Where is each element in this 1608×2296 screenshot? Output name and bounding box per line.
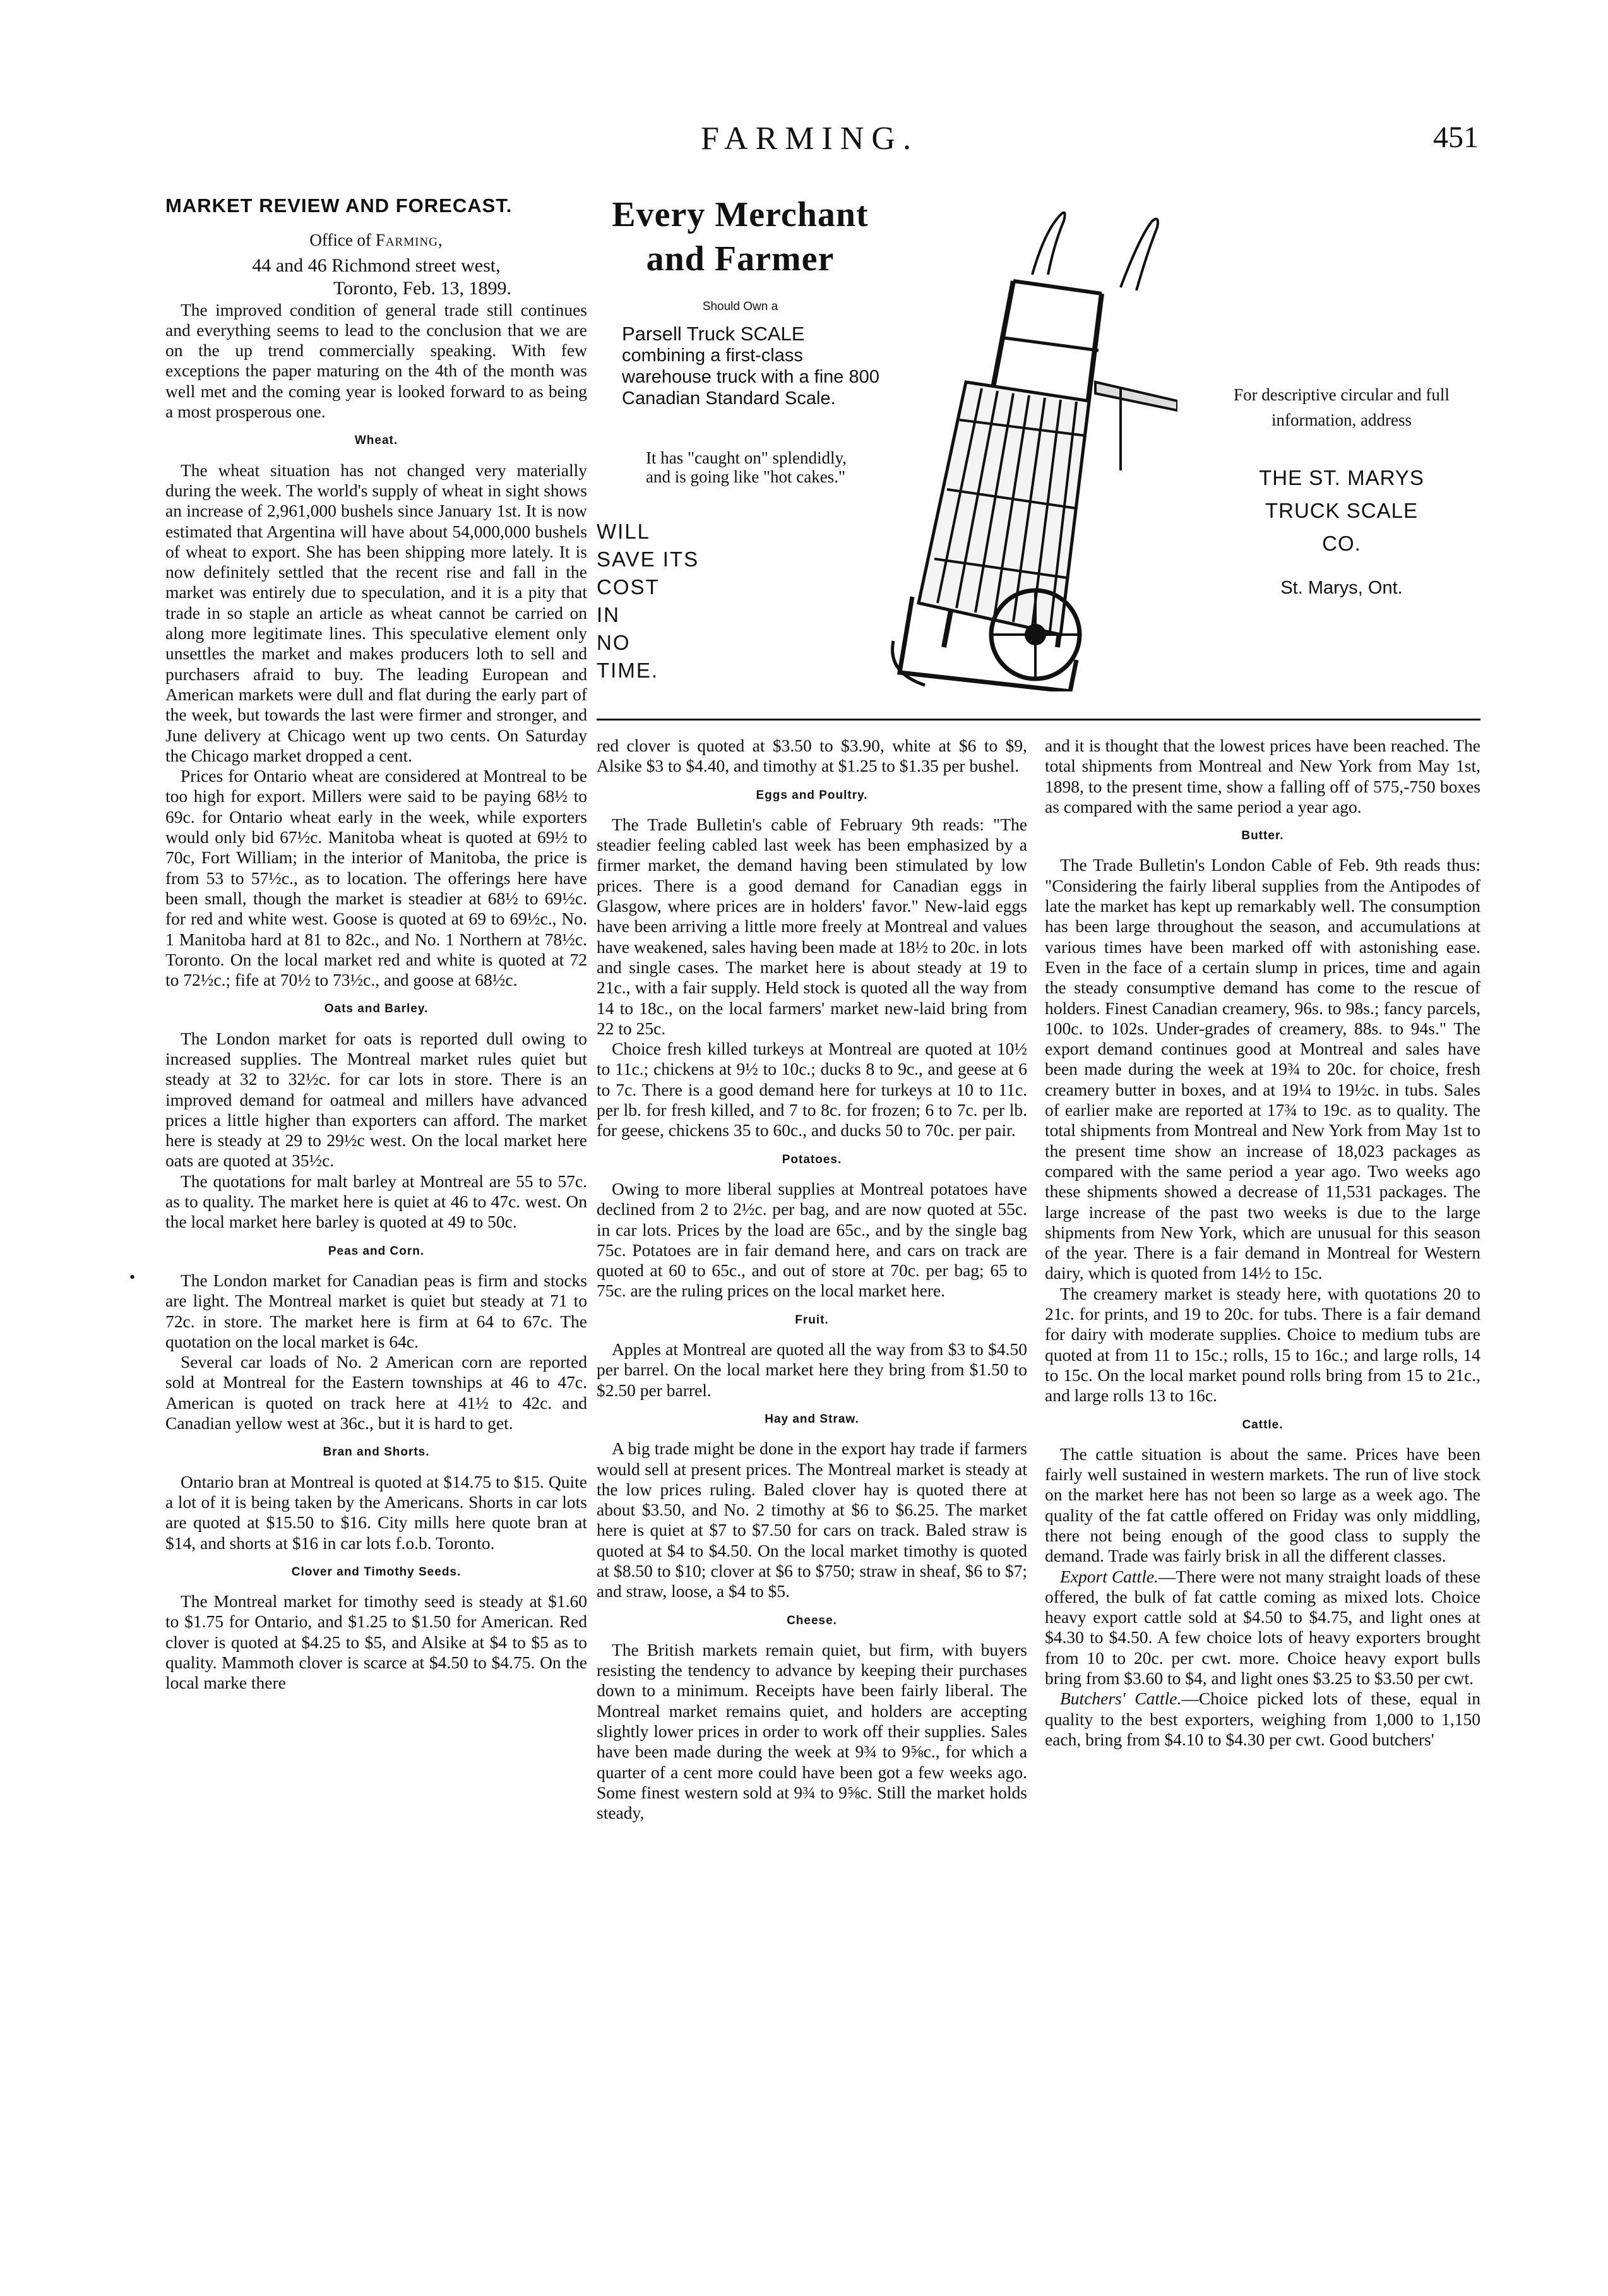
dateline: Toronto, Feb. 13, 1899.	[333, 277, 511, 299]
ad-title-line-2: and Farmer	[646, 239, 835, 278]
section-heading-clover: Clover and Timothy Seeds.	[291, 1565, 462, 1579]
bran-paragraph-1: Ontario bran at Montreal is quoted at $14.75 to $15. Quite a lot of it is being taken by the Americans. Shorts in car lots are quoted at $15.50 to $16. City mills here quote bran at $14, and shorts at $16 in car lots f.o.b. Toronto.	[165, 1471, 587, 1553]
section-heading-hay: Hay and Straw.	[765, 1412, 859, 1426]
section-heading-wheat: Wheat.	[354, 434, 398, 448]
ad-will-line: TIME.	[597, 659, 658, 682]
ad-will-line: IN	[597, 603, 620, 626]
office-prefix: Office of	[309, 230, 376, 250]
potatoes-paragraph-1: Owing to more liberal supplies at Montreal potatoes have declined from 2 to 2½c. per bag, and are now quoted at 55c. in car lots. Prices by the load are 65c., and by the single bag 75c. Potatoes are in fair demand here, and cars on track are quoted at 60 to 65c., and out of store at 70c. per bag; 65 to 75c. are the ruling prices on the local market here.	[597, 1178, 1027, 1301]
peas-paragraph-1: The London market for Canadian peas is firm and stocks are light. The Montreal market is quiet but steady at 71 to 72c. in store. The market here is firm at 64 to 67c. The quotation on the local market is 64c.	[165, 1270, 587, 1351]
column-left	[165, 196, 587, 1694]
butchers-cattle-paragraph	[1045, 1689, 1480, 1750]
butchers-cattle-text: —Choice picked lots of these, equal in quality to the best exporters, weighing from 1,000 to 1,150 each, bring from $4.10 to $4.30 per cwt. Good butchers'	[1045, 1689, 1480, 1749]
section-heading-butter: Butter.	[1241, 829, 1284, 843]
export-cattle-paragraph	[1045, 1567, 1480, 1689]
export-cattle-text: —There were not many straight loads of these offered, the bulk of fat cattle coming as mixed lots. Choice heavy export cattle sold at $4.50 to $4.75, and light ones at $4.30 to $4.50. A few choice lots of heavy exporters brought from 10 to 20c. per cwt. more. Choice heavy export bulls bring from $3.60 to $4, and light ones $3.25 to $3.50 per cwt.	[1045, 1566, 1480, 1689]
cattle-paragraph-1: The cattle situation is about the same. Prices have been fairly well sustained in western markets. The run of live stock on the market here has not been so large as a week ago. The quality of the fat cattle offered on Friday was only middling, there not being enough of the good class to supply the demand. Trade was fairly brisk in all the different classes.	[1045, 1444, 1480, 1566]
ad-title-line-1: Every Merchant	[612, 195, 869, 234]
ad-will-line: SAVE ITS	[597, 547, 700, 571]
oats-paragraph-1: The London market for oats is reported dull owing to increased supplies. The Montreal market rules quiet but steady at 32 to 32½c. for car lots in store. There is an improved demand for oatmeal and millers have advanced prices a little higher than exporters can afford. The market here is steady at 29 to 29½c west. On the local market here oats are quoted at 35½c.	[165, 1028, 587, 1171]
ad-company-line-3: CO.	[1322, 532, 1361, 555]
office-address: 44 and 46 Richmond street west,	[252, 254, 501, 276]
cheese-paragraph-1: The British markets remain quiet, but firm, with buyers resisting the tendency to advance by keeping their purchases down to a minimum. Receipts have been fairly liberal. The Montreal market remains quiet, and holders are accepting slightly lower prices in order to work off their supplies. Sales have been made during the week at 9¾ to 9⅝c., for which a quarter of a cent more could have been got a few weeks ago. Some finest western sold at 9¾ to 9⅝c. Still the market holds steady,	[597, 1639, 1027, 1823]
section-heading-fruit: Fruit.	[795, 1313, 829, 1327]
office-name: Farming,	[375, 230, 443, 250]
cheese-paragraph-continued: and it is thought that the lowest prices have been reached. The total shipments from Montreal and New York from May 1st, 1898, to the present time, show a falling off of 575,-750 boxes as compared with the same period a year ago.	[1045, 736, 1480, 816]
ad-company-line-2: TRUCK SCALE	[1265, 499, 1419, 522]
section-heading-cattle: Cattle.	[1242, 1418, 1283, 1432]
ad-will-line: NO	[597, 631, 631, 654]
ad-will-line: WILL	[597, 520, 651, 543]
ad-product-description: combining a first-class warehouse truck with a fine 800 Canadian Standard Scale.	[622, 345, 879, 409]
butter-paragraph-1: The Trade Bulletin's London Cable of Feb. 9th reads thus: "Considering the fairly liberal supplies from the Antipodes of late the market has kept up remarkably well. The consumption has been large throughout the season, and accumulations at various times have been marked off with astonishing ease. Even in the face of a certain slump in prices, time and again the steady consumptive demand has come to the rescue of holders. Finest Canadian creamery, 96s. to 98s.; fancy parcels, 100c. to 102s. Under-grades of creamery, 88s. to 94s." The export demand continues good at Montreal and sales have been made during the week at 19¾ to 20c. for choice, fresh creamery butter in boxes, and at 19¼ to 19½c. in tubs. Sales of earlier make are reported at 17¾ to 19c. as to quality. The total shipments from Montreal and New York from May 1st to the present time show an increase of 18,023 packages as compared with the same period a year ago. Two weeks ago these shipments showed a decrease of 11,531 packages. The large increase of the past two weeks is due to the large shipments from New York, which are unusual for this season of the year. There is a fair demand in Montreal for Western dairy, which is quoted from 14½ to 15c.	[1045, 855, 1480, 1283]
export-cattle-label: Export Cattle.	[1060, 1566, 1158, 1586]
oats-paragraph-2: The quotations for malt barley at Montreal are 55 to 57c. as to quality. The market here is quiet at 46 to 47c. west. On the local market here barley is quoted at 49 to 50c.	[165, 1171, 587, 1232]
hand-truck-scale-illustration	[824, 193, 1177, 691]
wheat-paragraph-2: Prices for Ontario wheat are considered at Montreal to be too high for export. Millers were said to be paying 68½ to 69c. for Ontario wheat early in the week, while exporters would only bid 67½c. Manitoba wheat is quoted at 69½ to 70c, Fort William; in the interior of Manitoba, the price is from 53 to 57½c., as to location. The offerings here have been small, though the market is steadier at 68½ to 69½c. for red and white west. Goose is quoted at 69 to 69½c., No. 1 Manitoba hard at 81 to 82c., and No. 1 Northern at 78½c. Toronto. On the local market red and white is quoted at 72 to 72½c.; fife at 70½ to 73½c., and goose at 68½c.	[165, 766, 587, 990]
ad-descriptive-text: For descriptive circular and full information, address	[1234, 385, 1450, 429]
ad-location: St. Marys, Ont.	[1280, 578, 1403, 598]
advertisement	[597, 193, 1480, 710]
ad-company	[1203, 462, 1480, 560]
wheat-paragraph-1: The wheat situation has not changed very materially during the week. The world's supply of wheat in sight shows an increase of 2,961,000 bushels since January 1st. It is now estimated that Argentina will have about 54,000,000 bushels of wheat to export. She has been shipping more lately. It is now definitely settled that the recent rise and fall in the market was entirely due to speculation, and it is a pity that trade in so staple an article as wheat cannot be carried on along more legitimate lines. This speculative element only unsettles the market and makes producers loth to sell and purchasers afraid to buy. The leading European and American markets were dull and flat during the early part of the week, but towards the last were firmer and stronger, and June delivery at Chicago went up two cents. On Saturday the Chicago market dropped a cent.	[165, 460, 587, 765]
ad-will-save	[597, 518, 723, 685]
ad-contact	[1203, 382, 1480, 599]
section-heading-eggs: Eggs and Poultry.	[756, 788, 868, 802]
ad-caught-on: It has "caught on" splendidly, and is going like "hot cakes."	[646, 448, 847, 486]
article-headline: MARKET REVIEW AND FORECAST.	[165, 194, 513, 217]
section-heading-peas: Peas and Corn.	[328, 1244, 425, 1258]
running-header	[0, 120, 1608, 170]
clover-paragraph-1: The Montreal market for timothy seed is steady at $1.60 to $1.75 for Ontario, and $1.25 to $1.50 for American. Red clover is quoted at $4.25 to $5, and Alsike at $4 to $5 as to quality. Mammoth clover is scarce at $4.50 to $4.75. On the local marke there	[165, 1591, 587, 1693]
column-middle	[597, 736, 1027, 1824]
column-right	[1045, 736, 1480, 1750]
ad-company-line-1: THE ST. MARYS	[1259, 466, 1424, 489]
intro-paragraph: The improved condition of general trade still continues and everything seems to lead to the conclusion that we are on the up trend commercially speaking. With few exceptions the paper maturing on the 4th of the month was well met and the coming year is looked forward to as being a most prosperous one.	[165, 299, 587, 422]
advertisement-divider	[597, 719, 1480, 720]
ad-product-name: Parsell Truck SCALE	[622, 323, 805, 345]
eggs-paragraph-1: The Trade Bulletin's cable of February 9th reads: "The steadier feeling cabled last week has been emphasized by a firmer market, the demand having been stimulated by low prices. There is a good demand for Canadian eggs in Glasgow, where prices are in holders' favor." New-laid eggs have been arriving a little more freely at Montreal and values have weakened, sales having been made at 18½ to 20c. in lots and single cases. The market here is about steady at 19 to 21c., with a fair supply. Held stock is quoted all the way from 14 to 18c., on the local farmers' market new-laid bring from 22 to 25c.	[597, 814, 1027, 1038]
section-heading-potatoes: Potatoes.	[782, 1152, 842, 1166]
office-line	[165, 230, 587, 250]
margin-dot: •	[129, 1268, 136, 1286]
ad-will-line: COST	[597, 575, 660, 599]
fruit-paragraph-1: Apples at Montreal are quoted all the way from $3 to $4.50 per barrel. On the local market here they bring from $1.50 to $2.50 per barrel.	[597, 1339, 1027, 1400]
journal-title: FARMING.	[701, 121, 919, 157]
section-heading-cheese: Cheese.	[787, 1613, 837, 1627]
butchers-cattle-label: Butchers' Cattle.	[1060, 1689, 1182, 1709]
hay-paragraph-1: A big trade might be done in the export hay trade if farmers would sell at present prices. The Montreal market is steady at the low prices ruling. Baled clover hay is quoted there at about $3.50, and No. 2 timothy at $6 to $6.25. The market here is quiet at $7 to $7.50 for cars on track. Baled straw is quoted at $4 to $4.50. On the local market timothy is quoted at $8.50 to $10; clover at $6 to $750; straw in sheaf, $6 to $7; and straw, loose, a $4 to $5.	[597, 1438, 1027, 1601]
section-heading-oats: Oats and Barley.	[324, 1002, 429, 1016]
page-number: 451	[1433, 121, 1479, 154]
clover-paragraph-continued: red clover is quoted at $3.50 to $3.90, white at $6 to $9, Alsike $3 to $4.40, and timothy at $1.25 to $1.35 per bushel.	[597, 736, 1027, 776]
ad-should-own: Should Own a	[702, 300, 778, 313]
peas-paragraph-2: Several car loads of No. 2 American corn are reported sold at Montreal for the Eastern townships at 46 to 47c. American is quoted on track here at 41½ to 42c. and Canadian yellow west at 36c., but it is hard to get.	[165, 1352, 587, 1433]
section-heading-bran: Bran and Shorts.	[323, 1445, 430, 1459]
eggs-paragraph-2: Choice fresh killed turkeys at Montreal are quoted at 10½ to 11c.; chickens at 9½ to 10c.; ducks 8 to 9c., and geese at 6 to 7c. There is a good demand here for turkeys at 10 to 11c. per lb. for fresh killed, and 7 to 8c. for frozen; 6 to 7c. per lb. for geese, chickens 35 to 60c., and ducks 50 to 70c. per pair.	[597, 1039, 1027, 1140]
butter-paragraph-2: The creamery market is steady here, with quotations 20 to 21c. for prints, and 19 to 20c. for tubs. There is a fair demand for dairy with moderate supplies. Choice to medium tubs are quoted at from 11 to 15c.; rolls, 15 to 16c.; and large rolls, 14 to 15c. On the local market pound rolls bring from 15 to 21c., and large rolls 13 to 16c.	[1045, 1283, 1480, 1406]
